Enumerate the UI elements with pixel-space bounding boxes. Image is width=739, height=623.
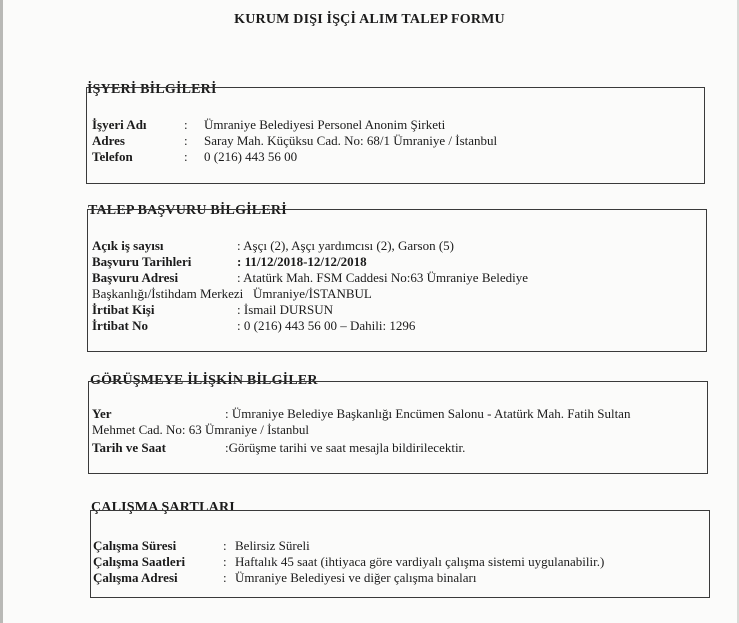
calisma-row-adres: [93, 570, 477, 586]
calisma-row-sure: [93, 538, 310, 554]
talep-continuation: Başkanlığı/İstihdam Merkezi Ümraniye/İSTANBUL: [92, 286, 372, 301]
isyeri-label: İşyeri Adı: [92, 117, 147, 132]
calisma-sep: :: [223, 570, 227, 585]
talep-value: : Aşçı (2), Aşçı yardımcısı (2), Garson (5): [237, 238, 454, 253]
talep-label: Açık iş sayısı: [92, 238, 164, 253]
isyeri-row-ad: [92, 117, 445, 133]
isyeri-label: Telefon: [92, 149, 133, 164]
gorusme-row-tarih: [92, 440, 465, 456]
calisma-value: Belirsiz Süreli: [235, 538, 310, 553]
talep-label: İrtibat No: [92, 318, 148, 333]
isyeri-sep: :: [184, 149, 188, 164]
isyeri-heading: İŞYERİ BİLGİLERİ: [87, 82, 217, 97]
gorusme-tarih-label: Tarih ve Saat: [92, 440, 166, 455]
talep-row-acik-is: [92, 238, 454, 254]
isyeri-sep: :: [184, 133, 188, 148]
gorusme-yer-label: Yer: [92, 406, 112, 421]
gorusme-yer-value: : Ümraniye Belediye Başkanlığı Encümen Salonu - Atatürk Mah. Fatih Sultan: [225, 406, 631, 421]
calisma-label: Çalışma Adresi: [93, 570, 178, 585]
talep-row-adres-cont: [92, 286, 372, 302]
talep-row-tarihler: [92, 254, 367, 270]
calisma-heading: ÇALIŞMA ŞARTLARI: [91, 500, 235, 515]
calisma-sep: :: [223, 554, 227, 569]
talep-value: : Atatürk Mah. FSM Caddesi No:63 Ümraniye Belediye: [237, 270, 529, 285]
talep-value: : İsmail DURSUN: [237, 302, 334, 317]
isyeri-value: Saray Mah. Küçüksu Cad. No: 68/1 Ümraniye / İstanbul: [204, 133, 498, 148]
talep-label: Başvuru Adresi: [92, 270, 179, 285]
talep-heading: TALEP BAŞVURU BİLGİLERİ: [88, 203, 287, 218]
calisma-row-saatler: [93, 554, 604, 570]
talep-row-adres: [92, 270, 528, 286]
gorusme-tarih-value: :Görüşme tarihi ve saat mesajla bildirilecektir.: [225, 440, 466, 455]
calisma-sep: :: [223, 538, 227, 553]
isyeri-sep: :: [184, 117, 188, 132]
isyeri-row-telefon: [92, 149, 297, 165]
isyeri-value: 0 (216) 443 56 00: [204, 149, 298, 164]
talep-row-irtibat-no: [92, 318, 415, 334]
isyeri-row-adres: [92, 133, 497, 149]
calisma-value: Ümraniye Belediyesi ve diğer çalışma binaları: [235, 570, 477, 585]
calisma-label: Çalışma Saatleri: [93, 554, 186, 569]
calisma-value: Haftalık 45 saat (ihtiyaca göre vardiyalı çalışma sistemi uygulanabilir.): [235, 554, 605, 569]
gorusme-heading: GÖRÜŞMEYE İLİŞKİN BİLGİLER: [90, 373, 318, 388]
talep-row-irtibat-kisi: [92, 302, 333, 318]
calisma-label: Çalışma Süresi: [93, 538, 177, 553]
talep-value: : 0 (216) 443 56 00 – Dahili: 1296: [237, 318, 416, 333]
gorusme-row-yer-cont: [92, 422, 309, 438]
isyeri-value: Ümraniye Belediyesi Personel Anonim Şirketi: [204, 117, 446, 132]
talep-value: : 11/12/2018-12/12/2018: [237, 254, 367, 269]
talep-label: İrtibat Kişi: [92, 302, 155, 317]
talep-label: Başvuru Tarihleri: [92, 254, 192, 269]
document-title: KURUM DIŞI İŞÇİ ALIM TALEP FORMU: [234, 12, 505, 27]
gorusme-yer-continuation: Mehmet Cad. No: 63 Ümraniye / İstanbul: [92, 422, 309, 437]
isyeri-label: Adres: [92, 133, 125, 148]
gorusme-row-yer: [92, 406, 630, 422]
page-edge-left: [0, 0, 3, 623]
